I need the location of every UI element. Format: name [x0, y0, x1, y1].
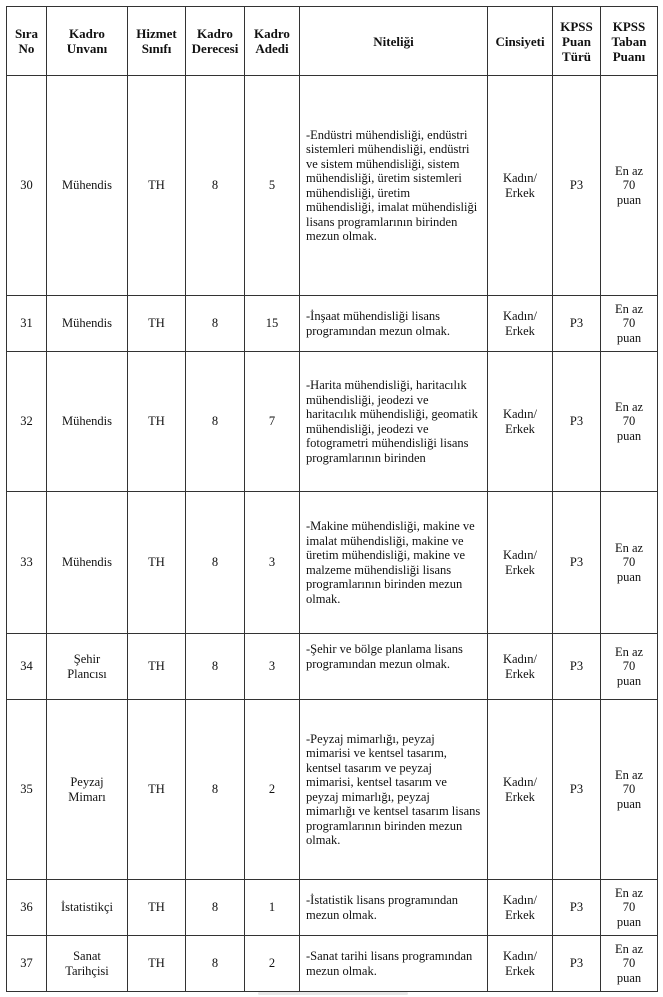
cell-sinif: TH [128, 492, 186, 634]
header-cinsiyeti: Cinsiyeti [488, 7, 553, 76]
page-indicator-bar [258, 992, 408, 995]
cell-sinif: TH [128, 76, 186, 296]
cell-nitelik: -Sanat tarihi lisans programından mezun olmak. [300, 936, 488, 992]
cell-puan-turu: P3 [553, 936, 601, 992]
table-row [7, 700, 658, 880]
cell-sira: 30 [7, 76, 47, 296]
table-row [7, 936, 658, 992]
cell-puan-turu: P3 [553, 880, 601, 936]
cell-nitelik: -Peyzaj mimarlığı, peyzaj mimarisi ve kentsel tasarım, kentsel tasarım ve peyzaj mimarisi, kentsel tasarım ve peyzaj mimarlığı, peyzaj mimarlığı ve kentsel tasarım lisans programlarının birinden mezun olmak. [300, 700, 488, 880]
cell-taban-puan: En az 70 puan [601, 880, 658, 936]
cell-taban-puan: En az 70 puan [601, 76, 658, 296]
cell-cinsiyet: Kadın/ Erkek [488, 296, 553, 352]
cell-cinsiyet: Kadın/ Erkek [488, 76, 553, 296]
cell-taban-puan: En az 70 puan [601, 352, 658, 492]
cell-taban-puan: En az 70 puan [601, 634, 658, 700]
cell-cinsiyet: Kadın/ Erkek [488, 634, 553, 700]
cell-unvan: Şehir Plancısı [47, 634, 128, 700]
cell-nitelik: -Harita mühendisliği, haritacılık mühendisliği, jeodezi ve haritacılık mühendisliği, geomatik mühendisliği, jeodezi ve fotogrametri mühendisliği lisans programlarının birinden [300, 352, 488, 492]
cell-unvan: İstatistikçi [47, 880, 128, 936]
cell-sinif: TH [128, 296, 186, 352]
cell-puan-turu: P3 [553, 634, 601, 700]
cell-derece: 8 [186, 634, 245, 700]
cell-adet: 2 [245, 700, 300, 880]
cell-unvan: Mühendis [47, 492, 128, 634]
cell-sira: 34 [7, 634, 47, 700]
cell-sira: 37 [7, 936, 47, 992]
table-row [7, 76, 658, 296]
cell-adet: 15 [245, 296, 300, 352]
cell-puan-turu: P3 [553, 492, 601, 634]
cell-sira: 33 [7, 492, 47, 634]
cell-sira: 36 [7, 880, 47, 936]
header-hizmet-sinifi: Hizmet Sınıfı [128, 7, 186, 76]
cell-cinsiyet: Kadın/ Erkek [488, 492, 553, 634]
cell-sinif: TH [128, 936, 186, 992]
cell-sinif: TH [128, 352, 186, 492]
table-row [7, 352, 658, 492]
cell-adet: 5 [245, 76, 300, 296]
cell-derece: 8 [186, 296, 245, 352]
cell-derece: 8 [186, 352, 245, 492]
cell-unvan: Mühendis [47, 296, 128, 352]
table-row [7, 880, 658, 936]
cell-taban-puan: En az 70 puan [601, 700, 658, 880]
header-kadro-adedi: Kadro Adedi [245, 7, 300, 76]
cell-taban-puan: En az 70 puan [601, 936, 658, 992]
header-kpss-taban-puani: KPSS Taban Puanı [601, 7, 658, 76]
cell-derece: 8 [186, 76, 245, 296]
cell-sinif: TH [128, 700, 186, 880]
header-sira-no: Sıra No [7, 7, 47, 76]
cell-puan-turu: P3 [553, 700, 601, 880]
cell-taban-puan: En az 70 puan [601, 296, 658, 352]
cell-unvan: Sanat Tarihçisi [47, 936, 128, 992]
cell-puan-turu: P3 [553, 76, 601, 296]
cell-sira: 35 [7, 700, 47, 880]
cell-unvan: Mühendis [47, 352, 128, 492]
cell-derece: 8 [186, 492, 245, 634]
table-row [7, 634, 658, 700]
cell-cinsiyet: Kadın/ Erkek [488, 700, 553, 880]
cell-sinif: TH [128, 880, 186, 936]
cell-adet: 2 [245, 936, 300, 992]
cell-nitelik: -İnşaat mühendisliği lisans programından mezun olmak. [300, 296, 488, 352]
cell-cinsiyet: Kadın/ Erkek [488, 352, 553, 492]
cell-nitelik: -Endüstri mühendisliği, endüstri sistemleri mühendisliği, endüstri ve sistem mühendisliği, sistem mühendisliği, üretim sistemleri mühendisliği, üretim mühendisliği, imalat mühendisliği lisans programlarının birinden mezun olmak. [300, 76, 488, 296]
cell-sira: 32 [7, 352, 47, 492]
cell-nitelik: -İstatistik lisans programından mezun olmak. [300, 880, 488, 936]
cell-derece: 8 [186, 700, 245, 880]
cell-adet: 3 [245, 492, 300, 634]
cell-unvan: Peyzaj Mimarı [47, 700, 128, 880]
cell-nitelik: -Makine mühendisliği, makine ve imalat mühendisliği, makine ve üretim mühendisliği, makine ve malzeme mühendisliği lisans programlarının birinden mezun olmak. [300, 492, 488, 634]
cell-adet: 3 [245, 634, 300, 700]
table-row [7, 492, 658, 634]
cell-cinsiyet: Kadın/ Erkek [488, 936, 553, 992]
cell-nitelik: -Şehir ve bölge planlama lisans programından mezun olmak. [300, 634, 488, 700]
kadro-table [6, 6, 658, 992]
cell-cinsiyet: Kadın/ Erkek [488, 880, 553, 936]
header-row [7, 7, 658, 76]
header-kadro-unvani: Kadro Unvanı [47, 7, 128, 76]
cell-adet: 7 [245, 352, 300, 492]
cell-puan-turu: P3 [553, 296, 601, 352]
cell-puan-turu: P3 [553, 352, 601, 492]
header-kpss-puan-turu: KPSS Puan Türü [553, 7, 601, 76]
cell-unvan: Mühendis [47, 76, 128, 296]
cell-derece: 8 [186, 880, 245, 936]
cell-sinif: TH [128, 634, 186, 700]
header-kadro-derecesi: Kadro Derecesi [186, 7, 245, 76]
cell-derece: 8 [186, 936, 245, 992]
cell-adet: 1 [245, 880, 300, 936]
table-row [7, 296, 658, 352]
cell-taban-puan: En az 70 puan [601, 492, 658, 634]
cell-sira: 31 [7, 296, 47, 352]
header-niteligi: Niteliği [300, 7, 488, 76]
